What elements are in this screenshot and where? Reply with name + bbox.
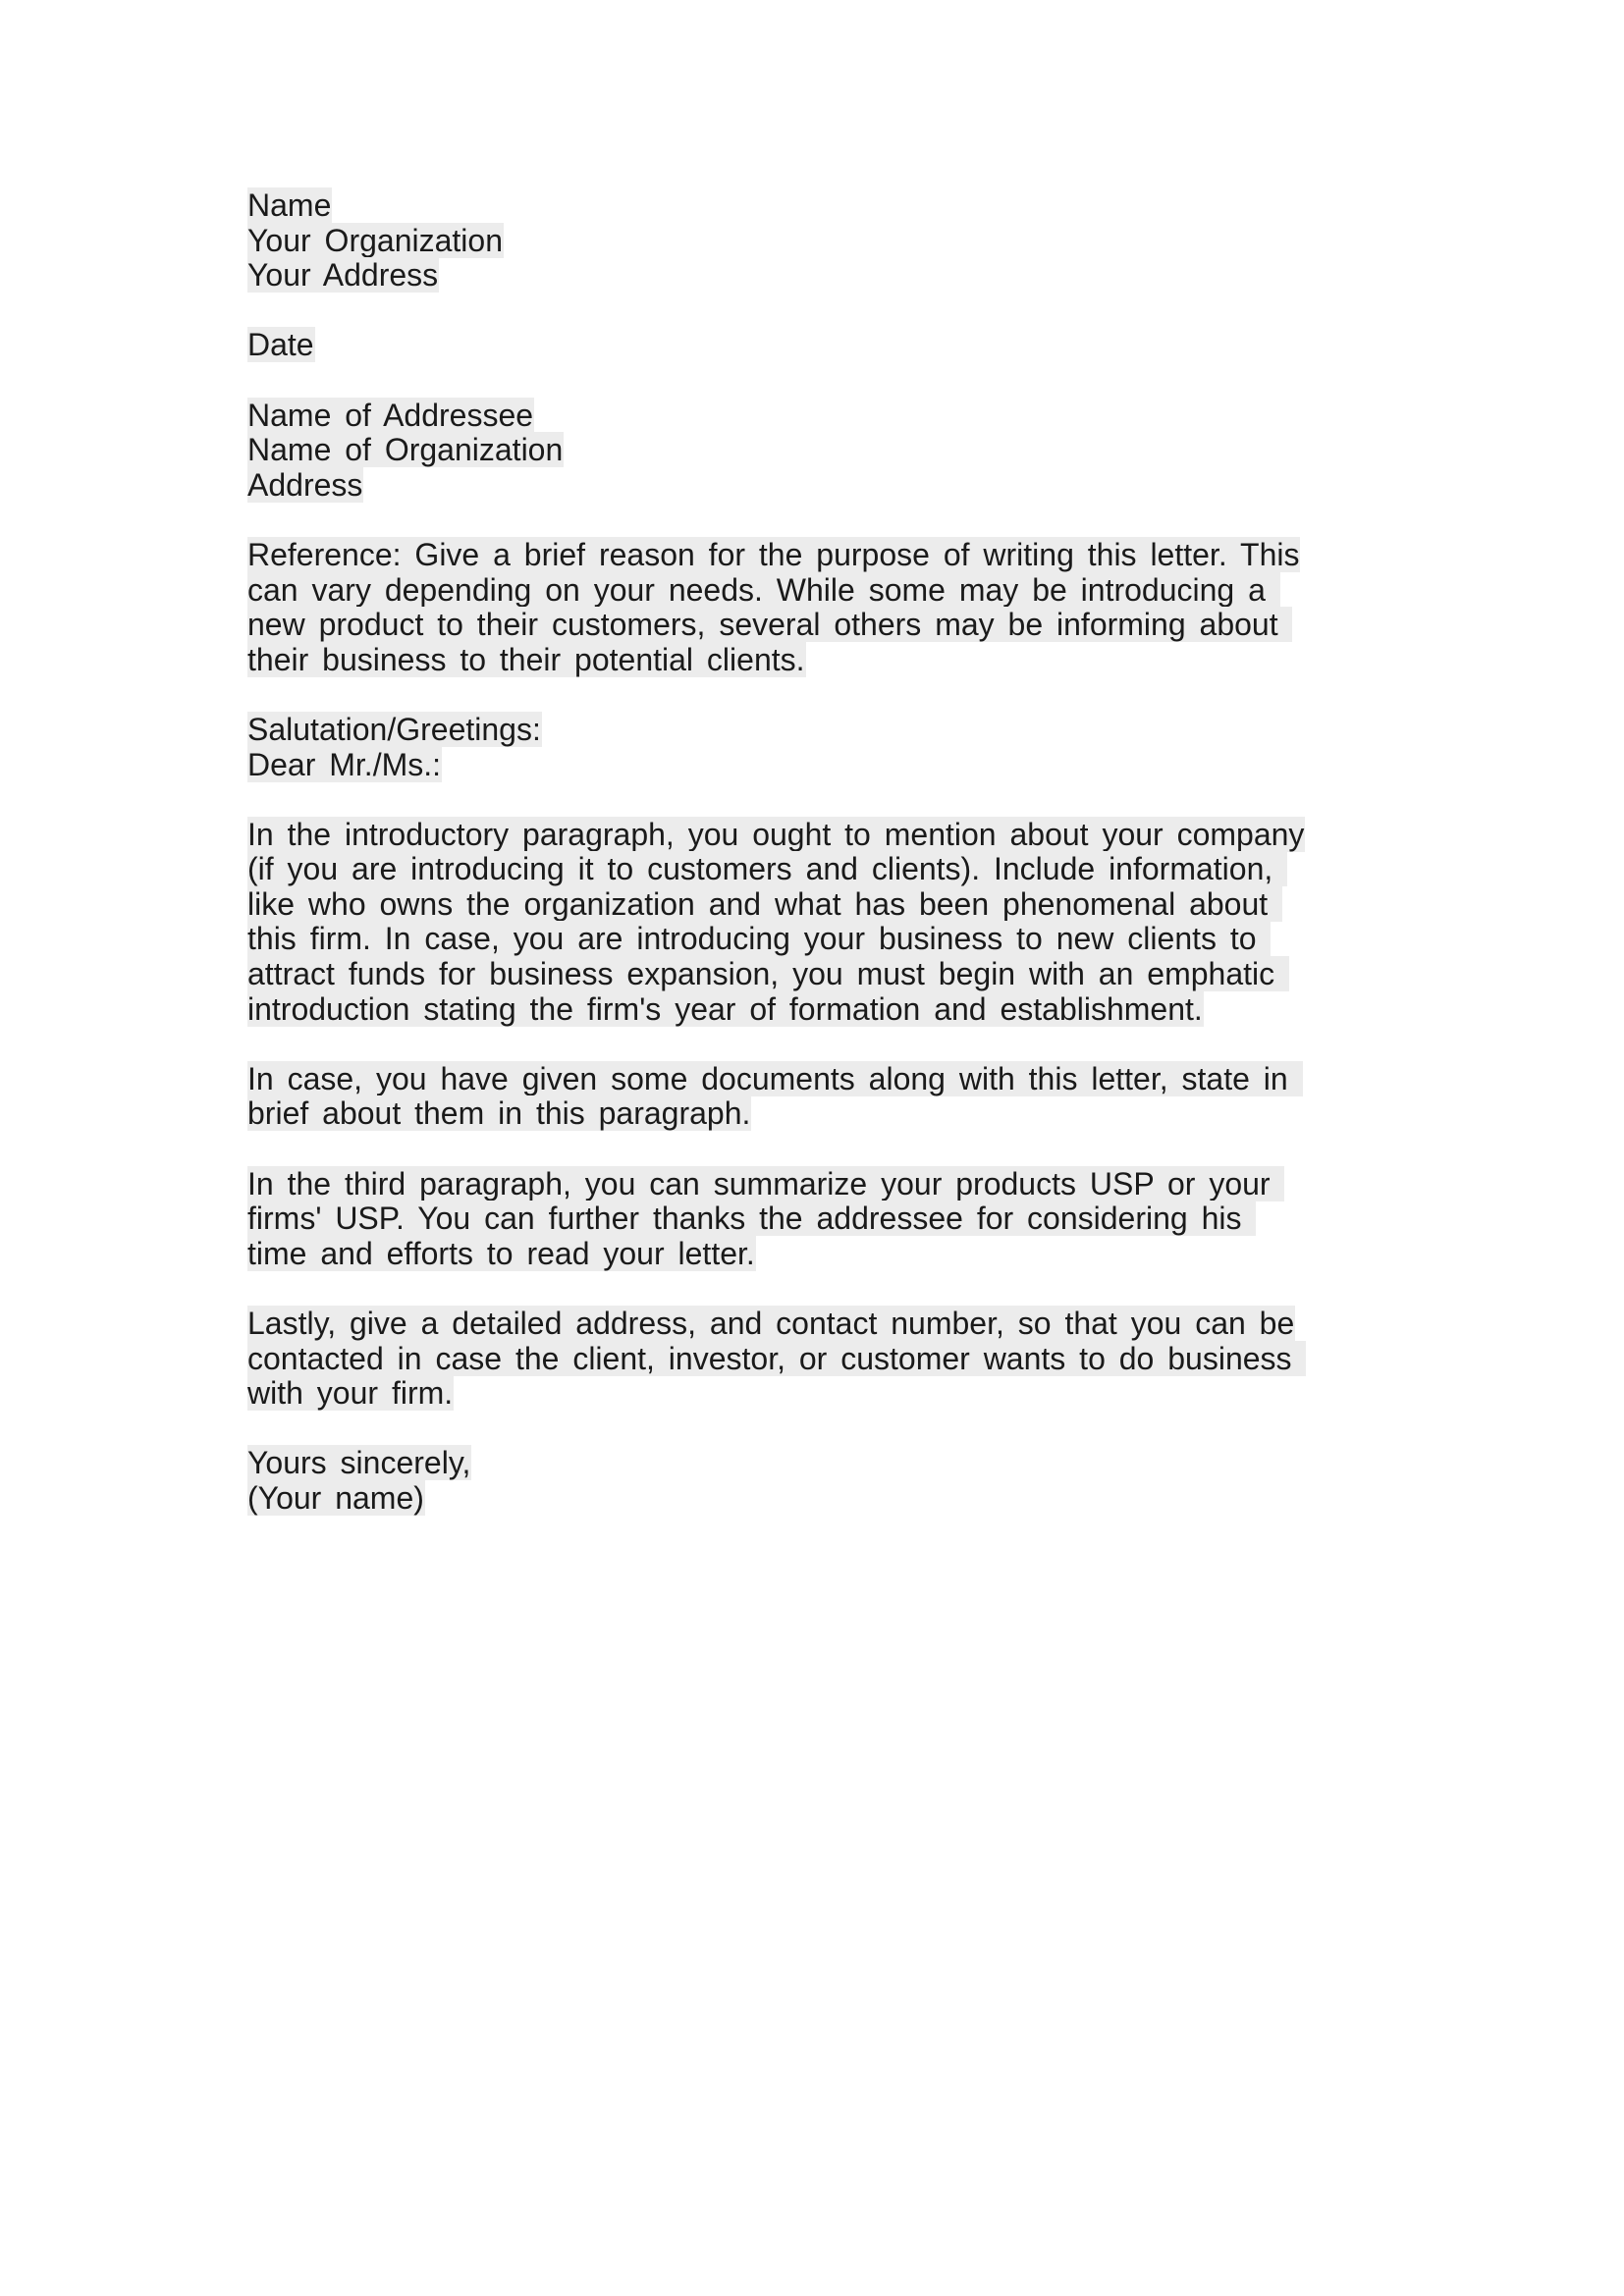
paragraph-line: brief about them in this paragraph. <box>247 1095 751 1132</box>
date-block <box>247 328 1386 363</box>
salutation-label: Salutation/Greetings: <box>247 711 541 747</box>
paragraph-line: Reference: Give a brief reason for the purpose of writing this letter. This <box>247 536 1300 572</box>
paragraph-line: this firm. In case, you are introducing your business to new clients to <box>247 921 1271 957</box>
sender-address: Your Address <box>247 257 439 294</box>
paragraph-line: attract funds for business expansion, you must begin with an emphatic <box>247 956 1288 992</box>
usp-paragraph <box>247 1167 1386 1272</box>
closing-block <box>247 1446 1386 1516</box>
paragraph-line: In case, you have given some documents along with this letter, state in <box>247 1060 1302 1096</box>
letter-body <box>247 188 1386 1551</box>
closing-signature: (Your name) <box>247 1479 424 1516</box>
paragraph-line: (if you are introducing it to customers and clients). Include information, <box>247 851 1287 887</box>
recipient-block <box>247 399 1386 504</box>
paragraph-line: time and efforts to read your letter. <box>247 1235 755 1271</box>
contact-paragraph <box>247 1307 1386 1412</box>
paragraph-line: In the introductory paragraph, you ought to mention about your company <box>247 816 1305 852</box>
recipient-organization: Name of Organization <box>247 432 564 468</box>
paragraph-line: new product to their customers, several others may be informing about <box>247 607 1292 643</box>
paragraph-line: with your firm. <box>247 1375 454 1412</box>
paragraph-line: Lastly, give a detailed address, and contact number, so that you can be <box>247 1306 1295 1341</box>
recipient-name: Name of Addressee <box>247 397 534 433</box>
paragraph-line: their business to their potential clients. <box>247 641 805 677</box>
letter-date: Date <box>247 327 314 363</box>
salutation-block <box>247 713 1386 782</box>
documents-paragraph <box>247 1062 1386 1132</box>
sender-organization: Your Organization <box>247 222 503 258</box>
closing-valediction: Yours sincerely, <box>247 1445 471 1481</box>
reference-paragraph <box>247 538 1386 677</box>
sender-name: Name <box>247 187 332 223</box>
paragraph-line: can vary depending on your needs. While some may be introducing a <box>247 571 1279 608</box>
paragraph-line: contacted in case the client, investor, or customer wants to do business <box>247 1340 1306 1376</box>
paragraph-line: like who owns the organization and what has been phenomenal about <box>247 885 1282 922</box>
sender-block <box>247 188 1386 294</box>
paragraph-line: In the third paragraph, you can summarize your products USP or your <box>247 1165 1284 1201</box>
salutation-greeting: Dear Mr./Ms.: <box>247 746 442 782</box>
intro-paragraph <box>247 818 1386 1028</box>
paragraph-line: introduction stating the firm's year of formation and establishment. <box>247 990 1203 1027</box>
recipient-address: Address <box>247 466 363 503</box>
paragraph-line: firms' USP. You can further thanks the addressee for considering his <box>247 1201 1256 1237</box>
